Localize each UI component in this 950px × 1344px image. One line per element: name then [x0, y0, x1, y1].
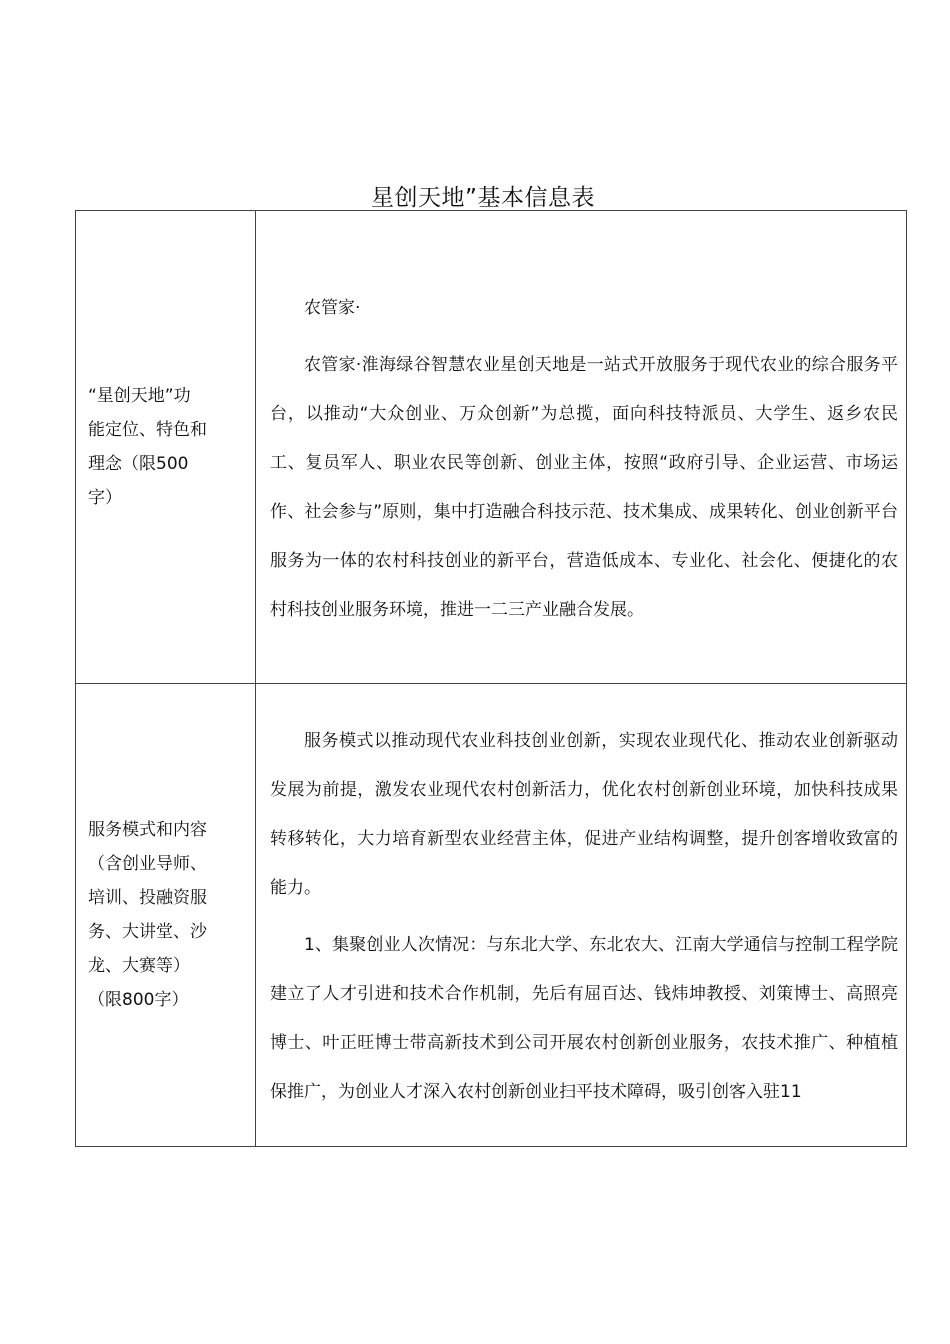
label-line: 字）	[88, 488, 122, 508]
page-title: 星创天地”基本信息表	[371, 185, 595, 211]
content-paragraph: 农管家·	[304, 297, 361, 318]
label-line: 培训、投融资服	[88, 888, 207, 908]
label-line: “星创天地”功	[88, 386, 191, 406]
content-function-positioning	[256, 242, 906, 653]
content-paragraph: 1、集聚创业人次情况：与东北大学、东北农大、江南大学通信与控制工程学院建立了人才引进和技术合作机制，先后有屈百达、钱炜坤教授、刘策博士、高照亮博士、叶正旺博士带高新技术到公司开展农村创新创业服务，农技术推广、种植植保推广，为创业人才深入农村创新创业扫平技术障碍，吸引创客入驻11	[270, 935, 898, 1102]
table-row	[76, 684, 907, 1147]
row-content-cell	[256, 211, 907, 684]
label-line: 务、大讲堂、沙	[88, 922, 207, 942]
content-service-mode	[256, 707, 906, 1123]
table-row	[76, 211, 907, 684]
row-content-cell	[256, 684, 907, 1147]
content-paragraph: 农管家·淮海绿谷智慧农业星创天地是一站式开放服务于现代农业的综合服务平台，以推动“大众创业、万众创新”为总揽，面向科技特派员、大学生、返乡农民工、复员军人、职业农民等创新、创业主体，按照“政府引导、企业运营、市场运作、社会参与”原则，集中打造融合科技示范、技术集成、成果转化、创业创新平台服务为一体的农村科技创业的新平台，营造低成本、专业化、社会化、便捷化的农村科技创业服务环境，推进一二三产业融合发展。	[270, 354, 898, 620]
label-line: 服务模式和内容	[88, 820, 207, 840]
label-line: （含创业导师、	[88, 854, 207, 874]
row-label-function-positioning	[76, 379, 255, 515]
content-paragraph: 服务模式以推动现代农业科技创业创新，实现农业现代化、推动农业创新驱动发展为前提，激发农业现代农村创新活力，优化农村创新创业环境，加快科技成果转移转化，大力培育新型农业经营主体，促进产业结构调整，提升创客增收致富的能力。	[270, 731, 898, 898]
label-line: 理念（限500	[88, 454, 189, 474]
row-label-cell	[76, 211, 256, 684]
row-label-cell	[76, 684, 256, 1147]
row-label-service-mode	[76, 813, 255, 1017]
label-line: 能定位、特色和	[88, 420, 207, 440]
label-line: （限800字）	[88, 990, 189, 1010]
info-table	[75, 210, 907, 1147]
label-line: 龙、大赛等）	[88, 956, 190, 976]
